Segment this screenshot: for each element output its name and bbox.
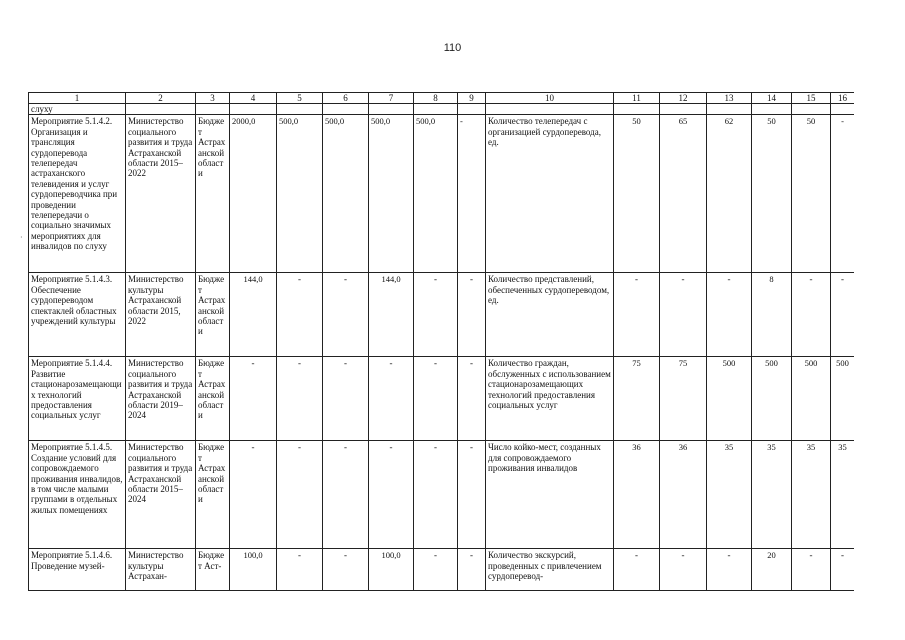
- funding-year-cell: 500,0: [277, 115, 323, 273]
- header-cell: 6: [323, 93, 369, 104]
- program-table-container: [28, 92, 854, 640]
- source-cell: Бюджет Астраханской области: [196, 115, 230, 273]
- indicator-value-cell: 35: [831, 441, 855, 549]
- table-row: [29, 115, 855, 273]
- indicator-value-cell: -: [831, 273, 855, 357]
- activity-cell: Мероприятие 5.1.4.2. Организация и трансляция сурдоперевода телепередач астраханского телевидения и услуг сурдопереводчика при проведении телепередачи о социально значимых мероприятиях для инвалидов по слуху: [29, 115, 126, 273]
- activity-cell: Мероприятие 5.1.4.5. Создание условий для сопровождаемого проживания инвалидов, в том числе малыми группами в отдельных жилых помещениях: [29, 441, 126, 549]
- indicator-value-cell: 500: [792, 357, 831, 441]
- funding-year-cell: -: [277, 273, 323, 357]
- funding-year-cell: 144,0: [369, 273, 414, 357]
- funding-year-cell: -: [458, 549, 486, 591]
- header-cell: 12: [660, 93, 707, 104]
- funding-year-cell: -: [458, 357, 486, 441]
- table-row: [29, 441, 855, 549]
- source-cell: Бюджет Астраханской области: [196, 273, 230, 357]
- funding-total-cell: -: [230, 441, 277, 549]
- source-cell: Бюджет Аст-: [196, 549, 230, 591]
- header-cell: 9: [458, 93, 486, 104]
- indicator-value-cell: 500: [707, 357, 752, 441]
- funding-year-cell: -: [323, 441, 369, 549]
- indicator-value-cell: -: [614, 549, 660, 591]
- header-cell: 3: [196, 93, 230, 104]
- funding-year-cell: -: [277, 549, 323, 591]
- activity-cell: Мероприятие 5.1.4.6. Проведение музей-: [29, 549, 126, 591]
- continuation-row: [29, 104, 855, 115]
- funding-total-cell: -: [230, 357, 277, 441]
- indicator-value-cell: 65: [660, 115, 707, 273]
- activity-cell: Мероприятие 5.1.4.3. Обеспечение сурдопереводом спектаклей областных учреждений культуры: [29, 273, 126, 357]
- executor-cell: Министерство социального развития и труда Астраханской области 2015–2022: [126, 115, 196, 273]
- table-row: [29, 549, 855, 591]
- funding-year-cell: -: [414, 549, 458, 591]
- funding-year-cell: -: [323, 357, 369, 441]
- indicator-value-cell: 62: [707, 115, 752, 273]
- program-table: [28, 92, 854, 591]
- header-cell: 1: [29, 93, 126, 104]
- page-number: 110: [443, 42, 462, 54]
- funding-year-cell: -: [277, 357, 323, 441]
- header-cell: 10: [486, 93, 614, 104]
- indicator-value-cell: 36: [614, 441, 660, 549]
- header-cell: 15: [792, 93, 831, 104]
- funding-year-cell: 500,0: [323, 115, 369, 273]
- executor-cell: Министерство социального развития и труда Астраханской области 2015–2024: [126, 441, 196, 549]
- funding-year-cell: -: [323, 273, 369, 357]
- funding-year-cell: -: [458, 441, 486, 549]
- activity-cell: Мероприятие 5.1.4.4. Развитие стационарозамещающих технологий предоставления социальных услуг: [29, 357, 126, 441]
- indicator-value-cell: -: [792, 273, 831, 357]
- indicator-value-cell: 8: [752, 273, 792, 357]
- indicator-value-cell: -: [660, 549, 707, 591]
- table-row: [29, 357, 855, 441]
- indicator-value-cell: -: [660, 273, 707, 357]
- indicator-cell: Количество экскурсий, проведенных с привлечением сурдоперевод-: [486, 549, 614, 591]
- indicator-value-cell: -: [792, 549, 831, 591]
- funding-year-cell: -: [414, 273, 458, 357]
- header-cell: 11: [614, 93, 660, 104]
- indicator-value-cell: 500: [752, 357, 792, 441]
- indicator-value-cell: -: [831, 115, 855, 273]
- indicator-value-cell: 50: [614, 115, 660, 273]
- funding-year-cell: -: [458, 115, 486, 273]
- indicator-value-cell: 50: [752, 115, 792, 273]
- indicator-value-cell: -: [707, 549, 752, 591]
- indicator-value-cell: -: [707, 273, 752, 357]
- source-cell: Бюджет Астраханской области: [196, 357, 230, 441]
- funding-year-cell: -: [414, 357, 458, 441]
- header-cell: 16: [831, 93, 855, 104]
- column-number-header-row: [29, 93, 855, 104]
- indicator-value-cell: 20: [752, 549, 792, 591]
- funding-year-cell: -: [414, 441, 458, 549]
- funding-year-cell: 500,0: [369, 115, 414, 273]
- funding-year-cell: 100,0: [369, 549, 414, 591]
- indicator-value-cell: 36: [660, 441, 707, 549]
- funding-total-cell: 144,0: [230, 273, 277, 357]
- table-row: [29, 273, 855, 357]
- header-cell: 8: [414, 93, 458, 104]
- executor-cell: Министерство культуры Астрахан-: [126, 549, 196, 591]
- header-cell: 2: [126, 93, 196, 104]
- indicator-value-cell: 75: [660, 357, 707, 441]
- indicator-value-cell: -: [831, 549, 855, 591]
- funding-year-cell: -: [369, 441, 414, 549]
- indicator-value-cell: -: [614, 273, 660, 357]
- indicator-cell: Количество представлений, обеспеченных сурдопереводом, ед.: [486, 273, 614, 357]
- indicator-value-cell: 75: [614, 357, 660, 441]
- header-cell: 5: [277, 93, 323, 104]
- funding-year-cell: -: [369, 357, 414, 441]
- indicator-value-cell: 35: [752, 441, 792, 549]
- funding-total-cell: 100,0: [230, 549, 277, 591]
- header-cell: 7: [369, 93, 414, 104]
- indicator-value-cell: 50: [792, 115, 831, 273]
- indicator-value-cell: 35: [707, 441, 752, 549]
- executor-cell: Министерство культуры Астраханской области 2015, 2022: [126, 273, 196, 357]
- margin-mark: ·: [20, 233, 23, 242]
- funding-year-cell: -: [323, 549, 369, 591]
- funding-year-cell: -: [458, 273, 486, 357]
- executor-cell: Министерство социального развития и труда Астраханской области 2019–2024: [126, 357, 196, 441]
- funding-year-cell: 500,0: [414, 115, 458, 273]
- indicator-value-cell: 500: [831, 357, 855, 441]
- indicator-value-cell: 35: [792, 441, 831, 549]
- continuation-text: слуху: [29, 104, 126, 115]
- indicator-cell: Число койко-мест, созданных для сопровождаемого проживания инвалидов: [486, 441, 614, 549]
- indicator-cell: Количество телепередач с организацией сурдоперевода, ед.: [486, 115, 614, 273]
- header-cell: 14: [752, 93, 792, 104]
- funding-year-cell: -: [277, 441, 323, 549]
- funding-total-cell: 2000,0: [230, 115, 277, 273]
- source-cell: Бюджет Астраханской области: [196, 441, 230, 549]
- header-cell: 13: [707, 93, 752, 104]
- indicator-cell: Количество граждан, обслуженных с использованием стационарозамещающих технологий предоставления социальных услуг: [486, 357, 614, 441]
- header-cell: 4: [230, 93, 277, 104]
